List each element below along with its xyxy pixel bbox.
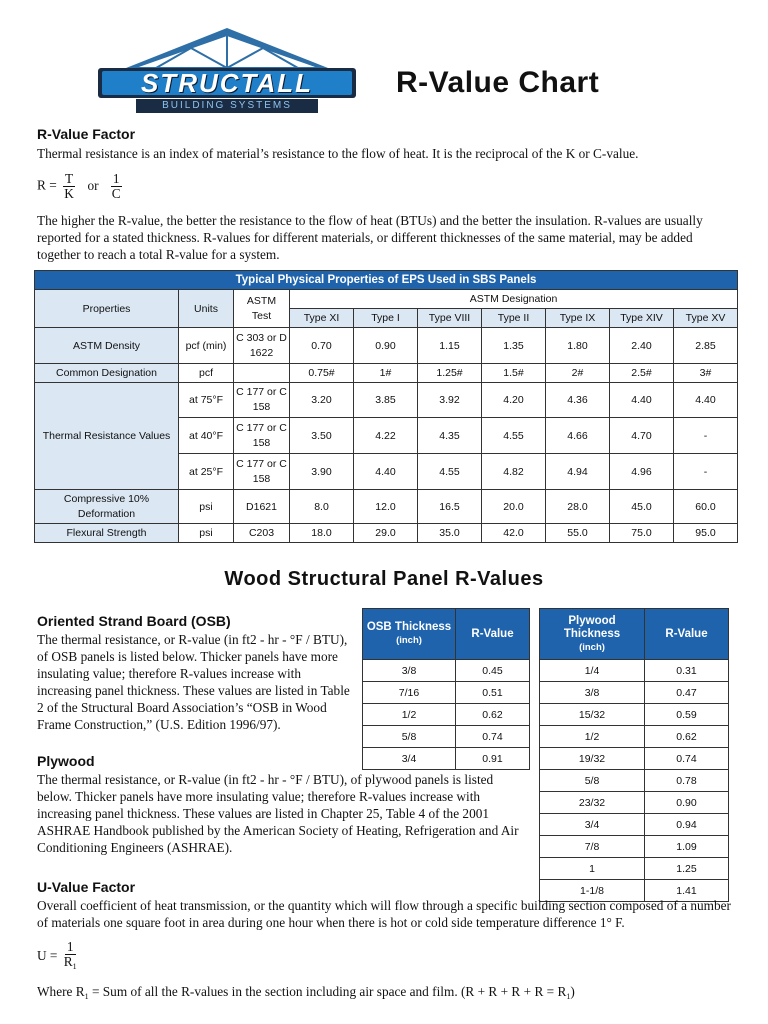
structall-logo	[96, 26, 358, 116]
table-row	[35, 383, 738, 418]
where-subscript: 1	[84, 992, 89, 1001]
col-header-type: Type II	[482, 309, 546, 328]
table-row	[363, 682, 530, 704]
table-cell: 1.09	[645, 836, 729, 858]
uvalue-where	[37, 983, 737, 1005]
rvalue-heading: R-Value Factor	[37, 126, 136, 142]
table-cell: 2.85	[674, 328, 738, 364]
table-row	[35, 328, 738, 364]
table-cell: 4.35	[418, 418, 482, 454]
table-cell: 42.0	[482, 524, 546, 543]
col-header-type: Type XI	[290, 309, 354, 328]
fraction-numerator: 1	[112, 171, 120, 186]
table-cell: 5/8	[540, 770, 645, 792]
table-cell: 1.35	[482, 328, 546, 364]
table-cell: 7/8	[540, 836, 645, 858]
where-text: = Sum of all the R-values in the section including air space and film. (R + R + R + R = R	[88, 984, 567, 999]
row-test	[234, 364, 290, 383]
col-header-label: OSB Thickness	[366, 621, 452, 633]
table-cell: 4.82	[482, 454, 546, 490]
wood-section-title: Wood Structural Panel R-Values	[224, 568, 544, 590]
table-cell: 3.85	[354, 383, 418, 418]
table-cell: 3.92	[418, 383, 482, 418]
table-cell: 60.0	[674, 490, 738, 524]
table-cell: 5/8	[363, 726, 456, 748]
table-cell: 29.0	[354, 524, 418, 543]
col-header-unit: (inch)	[396, 635, 422, 646]
row-test: C203	[234, 524, 290, 543]
r-formula	[37, 172, 125, 201]
table-cell: 2#	[546, 364, 610, 383]
plywood-text: The thermal resistance, or R-value (in ft2 - hr - °F / BTU), of plywood panels is listed below. Thicker panels have more insulating value; therefore R-values increase with increasing panel thickness. These values are listed in Chapter 25, Table 4 of the 2001 ASHRAE Handbook published by the American Society of Heating, Refrigeration and Air Conditioning Engineers (ASHRAE).	[37, 772, 519, 855]
col-header-type: Type I	[354, 309, 418, 328]
uvalue-body: Overall coefficient of heat transmission, or the quantity which will flow through a specific building section composed of a number of materials one square foot in area during one hour when there is hot or cold side temperature difference 1° F.	[37, 898, 731, 930]
where-end: )	[570, 984, 575, 999]
table-cell: 55.0	[546, 524, 610, 543]
table-row	[540, 770, 729, 792]
uvalue-heading: U-Value Factor	[37, 879, 136, 895]
row-label: Flexural Strength	[35, 524, 179, 543]
row-unit: at 25°F	[179, 454, 234, 490]
table-cell: 1#	[354, 364, 418, 383]
col-header-unit: (inch)	[579, 641, 605, 653]
one-over-r-fraction	[64, 940, 77, 974]
fraction-denominator	[64, 955, 77, 974]
col-header-rvalue: R-Value	[645, 609, 729, 660]
col-header-type: Type VIII	[418, 309, 482, 328]
eps-properties-table	[34, 270, 738, 543]
r-subscript: 1	[72, 962, 77, 971]
table-cell: 1.5#	[482, 364, 546, 383]
table-row	[540, 858, 729, 880]
table-cell: 4.55	[418, 454, 482, 490]
table-cell: 0.94	[645, 814, 729, 836]
table-cell: 35.0	[418, 524, 482, 543]
col-header-units: Units	[179, 290, 234, 328]
col-header-properties: Properties	[35, 290, 179, 328]
table-cell: 3/8	[363, 660, 456, 682]
u-formula-lhs: U =	[37, 948, 58, 964]
plywood-heading: Plywood	[37, 753, 95, 769]
table-cell: 4.20	[482, 383, 546, 418]
table-cell: 0.74	[456, 726, 530, 748]
table-cell: 15/32	[540, 704, 645, 726]
row-test: C 177 or C 158	[234, 454, 290, 490]
table-cell: 28.0	[546, 490, 610, 524]
table-cell: 4.36	[546, 383, 610, 418]
table-cell: 4.94	[546, 454, 610, 490]
row-label: Common Designation	[35, 364, 179, 383]
table-cell: 12.0	[354, 490, 418, 524]
table-cell: 1/4	[540, 660, 645, 682]
col-header-astm-designation: ASTM Designation	[290, 290, 738, 309]
table-row	[35, 364, 738, 383]
rvalue-body: The higher the R-value, the better the resistance to the flow of heat (BTUs) and the better the insulation. R-values are usually reported for a stated thickness. R-values for different materials, or different thicknesses of the same material, may be added together to reach a total R-value for a system.	[37, 213, 703, 262]
row-test: D1621	[234, 490, 290, 524]
table-cell: 0.90	[354, 328, 418, 364]
table-row	[540, 792, 729, 814]
t-over-k-fraction	[63, 172, 75, 201]
table-row	[540, 836, 729, 858]
table-cell: 95.0	[674, 524, 738, 543]
r-symbol: R	[63, 954, 73, 969]
table-cell: 2.40	[610, 328, 674, 364]
table-cell: 0.90	[645, 792, 729, 814]
table-row	[35, 490, 738, 524]
table-row	[540, 748, 729, 770]
table-cell: 1.15	[418, 328, 482, 364]
logo-wordmark: STRUCTALL	[140, 68, 314, 98]
table-cell: 0.62	[645, 726, 729, 748]
table-cell: 20.0	[482, 490, 546, 524]
eps-properties-table-wrap	[34, 270, 738, 543]
table-row	[540, 814, 729, 836]
table-cell: -	[674, 454, 738, 490]
table-cell: 3.20	[290, 383, 354, 418]
table-cell: 0.47	[645, 682, 729, 704]
table-cell: 0.45	[456, 660, 530, 682]
row-unit: pcf	[179, 364, 234, 383]
row-unit: at 75°F	[179, 383, 234, 418]
plywood-rvalue-table	[539, 608, 729, 902]
table-cell: 23/32	[540, 792, 645, 814]
table-cell: 4.66	[546, 418, 610, 454]
row-unit: psi	[179, 490, 234, 524]
table-cell: 4.40	[674, 383, 738, 418]
fraction-numerator: 1	[66, 939, 74, 954]
table-cell: 1.25#	[418, 364, 482, 383]
one-over-c-fraction	[111, 172, 122, 201]
table-cell: 4.22	[354, 418, 418, 454]
table-cell: 0.78	[645, 770, 729, 792]
table-caption: Typical Physical Properties of EPS Used in SBS Panels	[35, 271, 738, 290]
table-cell: 1.41	[645, 880, 729, 902]
table-cell: 3/4	[540, 814, 645, 836]
logo-subtext: BUILDING SYSTEMS	[162, 100, 292, 111]
row-test: C 177 or C 158	[234, 418, 290, 454]
rvalue-intro: Thermal resistance is an index of material’s resistance to the flow of heat. It is the reciprocal of the K or C-value.	[37, 146, 639, 161]
osb-rvalue-table	[362, 608, 530, 770]
page-title: R-Value Chart	[396, 66, 600, 99]
table-cell: 3/4	[363, 748, 456, 770]
table-cell: 0.62	[456, 704, 530, 726]
table-cell: 3.90	[290, 454, 354, 490]
col-header-thickness	[540, 609, 645, 660]
table-cell: 1	[540, 858, 645, 880]
table-cell: 4.40	[354, 454, 418, 490]
table-cell: -	[674, 418, 738, 454]
table-cell: 4.70	[610, 418, 674, 454]
table-cell: 45.0	[610, 490, 674, 524]
r-formula-or: or	[87, 177, 99, 193]
col-header-label: Plywood Thickness	[563, 614, 621, 640]
row-label: ASTM Density	[35, 328, 179, 364]
table-cell: 0.51	[456, 682, 530, 704]
table-row	[540, 726, 729, 748]
table-cell: 3.50	[290, 418, 354, 454]
table-cell: 0.59	[645, 704, 729, 726]
table-cell: 3#	[674, 364, 738, 383]
table-cell: 0.74	[645, 748, 729, 770]
table-cell: 16.5	[418, 490, 482, 524]
table-cell: 1/2	[540, 726, 645, 748]
table-cell: 0.70	[290, 328, 354, 364]
u-formula	[37, 940, 80, 974]
table-cell: 0.91	[456, 748, 530, 770]
table-cell: 18.0	[290, 524, 354, 543]
table-row	[363, 660, 530, 682]
row-unit: psi	[179, 524, 234, 543]
table-cell: 4.96	[610, 454, 674, 490]
table-row	[363, 704, 530, 726]
fraction-numerator: T	[65, 171, 74, 186]
col-header-rvalue: R-Value	[456, 609, 530, 660]
fraction-denominator: K	[64, 186, 74, 201]
table-cell: 19/32	[540, 748, 645, 770]
table-row	[363, 726, 530, 748]
table-cell: 1/2	[363, 704, 456, 726]
table-row	[363, 748, 530, 770]
fraction-denominator: C	[111, 186, 121, 201]
table-cell: 3/8	[540, 682, 645, 704]
table-cell: 7/16	[363, 682, 456, 704]
table-cell: 4.40	[610, 383, 674, 418]
osb-heading: Oriented Strand Board (OSB)	[37, 613, 231, 629]
row-unit: pcf (min)	[179, 328, 234, 364]
row-label: Thermal Resistance Values	[35, 383, 179, 490]
row-label: Compressive 10% Deformation	[35, 490, 179, 524]
table-row	[540, 704, 729, 726]
col-header-thickness	[363, 609, 456, 660]
row-test: C 177 or C 158	[234, 383, 290, 418]
col-header-type: Type IX	[546, 309, 610, 328]
table-cell: 0.75#	[290, 364, 354, 383]
table-cell: 8.0	[290, 490, 354, 524]
table-row	[540, 682, 729, 704]
table-cell: 0.31	[645, 660, 729, 682]
col-header-type: Type XIV	[610, 309, 674, 328]
table-cell: 1.25	[645, 858, 729, 880]
col-header-type: Type XV	[674, 309, 738, 328]
where-subscript-2: 1	[566, 992, 571, 1001]
table-cell: 75.0	[610, 524, 674, 543]
row-test: C 303 or D 1622	[234, 328, 290, 364]
r-formula-lhs: R =	[37, 177, 57, 193]
table-row	[540, 660, 729, 682]
row-unit: at 40°F	[179, 418, 234, 454]
osb-text: The thermal resistance, or R-value (in ft2 - hr - °F / BTU), of OSB panels is listed below. Thicker panels have more insulating value; therefore R-values increase with increasing panel thickness. These values are listed in Table 2 of the Structural Board Association’s “OSB in Wood Frame Construction,” (U.S. Edition 1996/97).	[37, 632, 350, 732]
col-header-astm-test: ASTM Test	[234, 290, 290, 328]
table-cell: 4.55	[482, 418, 546, 454]
table-cell: 1.80	[546, 328, 610, 364]
table-cell: 1-1/8	[540, 880, 645, 902]
where-prefix: Where R	[37, 984, 85, 999]
table-cell: 2.5#	[610, 364, 674, 383]
table-row	[35, 524, 738, 543]
